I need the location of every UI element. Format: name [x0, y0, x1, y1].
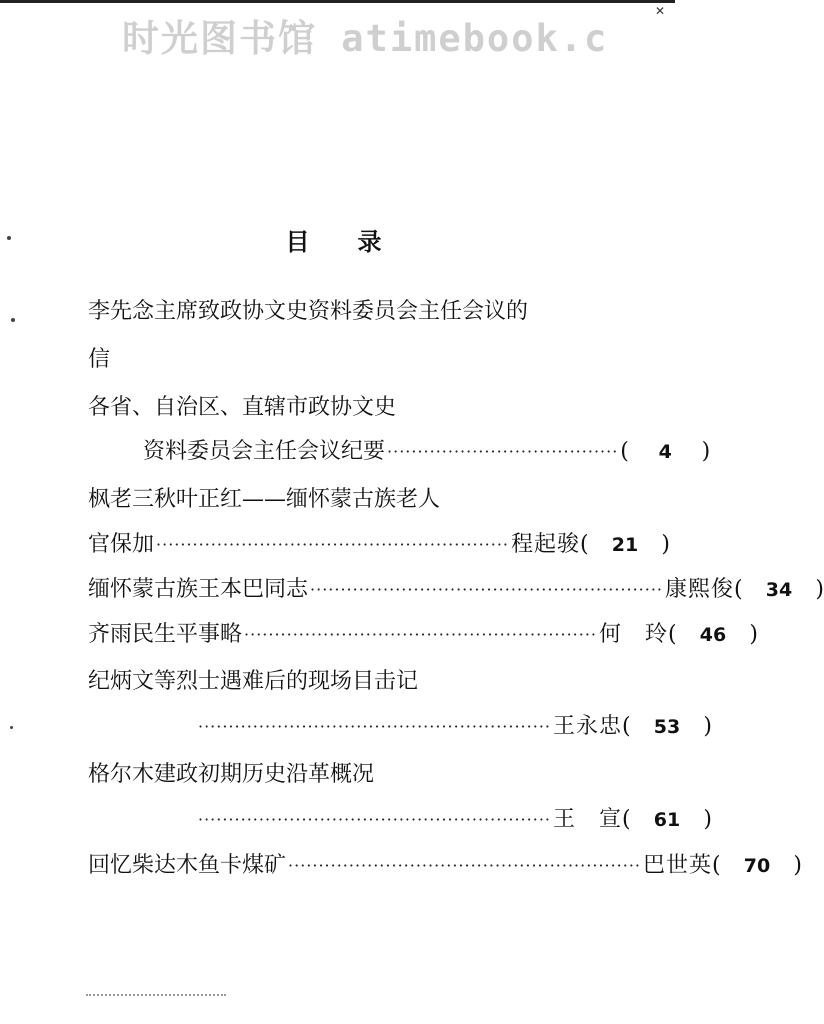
toc-entry-3-line-1: 枫老三秋叶正红——缅怀蒙古族老人 [88, 487, 441, 512]
page-number: 53 [653, 716, 681, 738]
toc-entry-5-author: 何 玲 [599, 622, 669, 647]
dot-leader: ·························································· [198, 717, 551, 736]
page-reference: ( 53 ) [622, 709, 712, 745]
page-title: 目录 [285, 227, 430, 256]
page-number: 4 [658, 441, 672, 463]
scan-speck [11, 318, 15, 322]
watermark-text: 时光图书馆 atimebook.c [122, 17, 609, 60]
scan-speck [10, 726, 13, 729]
page-reference: ( 46 ) [668, 617, 758, 653]
toc-entry-2-title: 资料委员会主任会议纪要 [143, 439, 386, 464]
page-number: 61 [653, 809, 681, 831]
dot-leader: ·························································· [244, 625, 597, 644]
page-reference: ( 4 ) [620, 434, 710, 470]
toc-entry-6-author: 王永忠 [552, 714, 622, 739]
toc-entry-5-title: 齐雨民生平事略 [88, 622, 243, 647]
page-reference: ( 21 ) [580, 527, 670, 563]
toc-entry-7-line-1: 格尔木建政初期历史沿革概况 [88, 762, 375, 787]
top-border-rule [0, 0, 675, 3]
scan-speck [7, 236, 11, 240]
toc-entry-1-line-2: 信 [88, 347, 111, 372]
close-icon: ✕ [654, 4, 665, 18]
dot-leader: ······································ [387, 442, 619, 461]
page-number: 34 [765, 579, 793, 601]
page-reference: ( 61 ) [622, 802, 712, 838]
dot-leader: ·························································· [288, 856, 641, 875]
page-reference: ( 70 ) [712, 848, 802, 884]
toc-entry-8-author: 巴世英 [643, 853, 713, 878]
toc-entry-2-line-1: 各省、自治区、直辖市政协文史 [88, 395, 397, 420]
page-reference: ( 34 ) [734, 572, 824, 608]
toc-entry-1-line-1: 李先念主席致政协文史资料委员会主任会议的 [88, 299, 529, 324]
toc-entry-6-row [196, 709, 712, 745]
toc-entry-4-row [88, 572, 824, 608]
page-number: 46 [699, 624, 727, 646]
dot-leader: ·························································· [156, 535, 509, 554]
toc-entry-7-row [196, 802, 712, 838]
toc-entry-3-author: 程起骏 [511, 532, 581, 557]
toc-entry-5-row [88, 617, 758, 653]
toc-entry-4-author: 康熙俊 [665, 577, 735, 602]
toc-entry-7-author: 王 宣 [552, 807, 622, 832]
toc-entry-8-row [88, 848, 802, 884]
dot-leader: ·························································· [310, 580, 663, 599]
scan-noise [86, 994, 226, 999]
page-number: 70 [743, 855, 771, 877]
toc-entry-2-row [143, 434, 711, 470]
page-number: 21 [611, 534, 639, 556]
toc-entry-6-line-1: 纪炳文等烈士遇难后的现场目击记 [88, 669, 419, 694]
toc-entry-4-title: 缅怀蒙古族王本巴同志 [88, 577, 309, 602]
toc-entry-3-title: 官保加 [88, 532, 155, 557]
dot-leader: ·························································· [198, 810, 551, 829]
toc-entry-8-title: 回忆柴达木鱼卡煤矿 [88, 853, 287, 878]
toc-entry-3-row [88, 527, 670, 563]
